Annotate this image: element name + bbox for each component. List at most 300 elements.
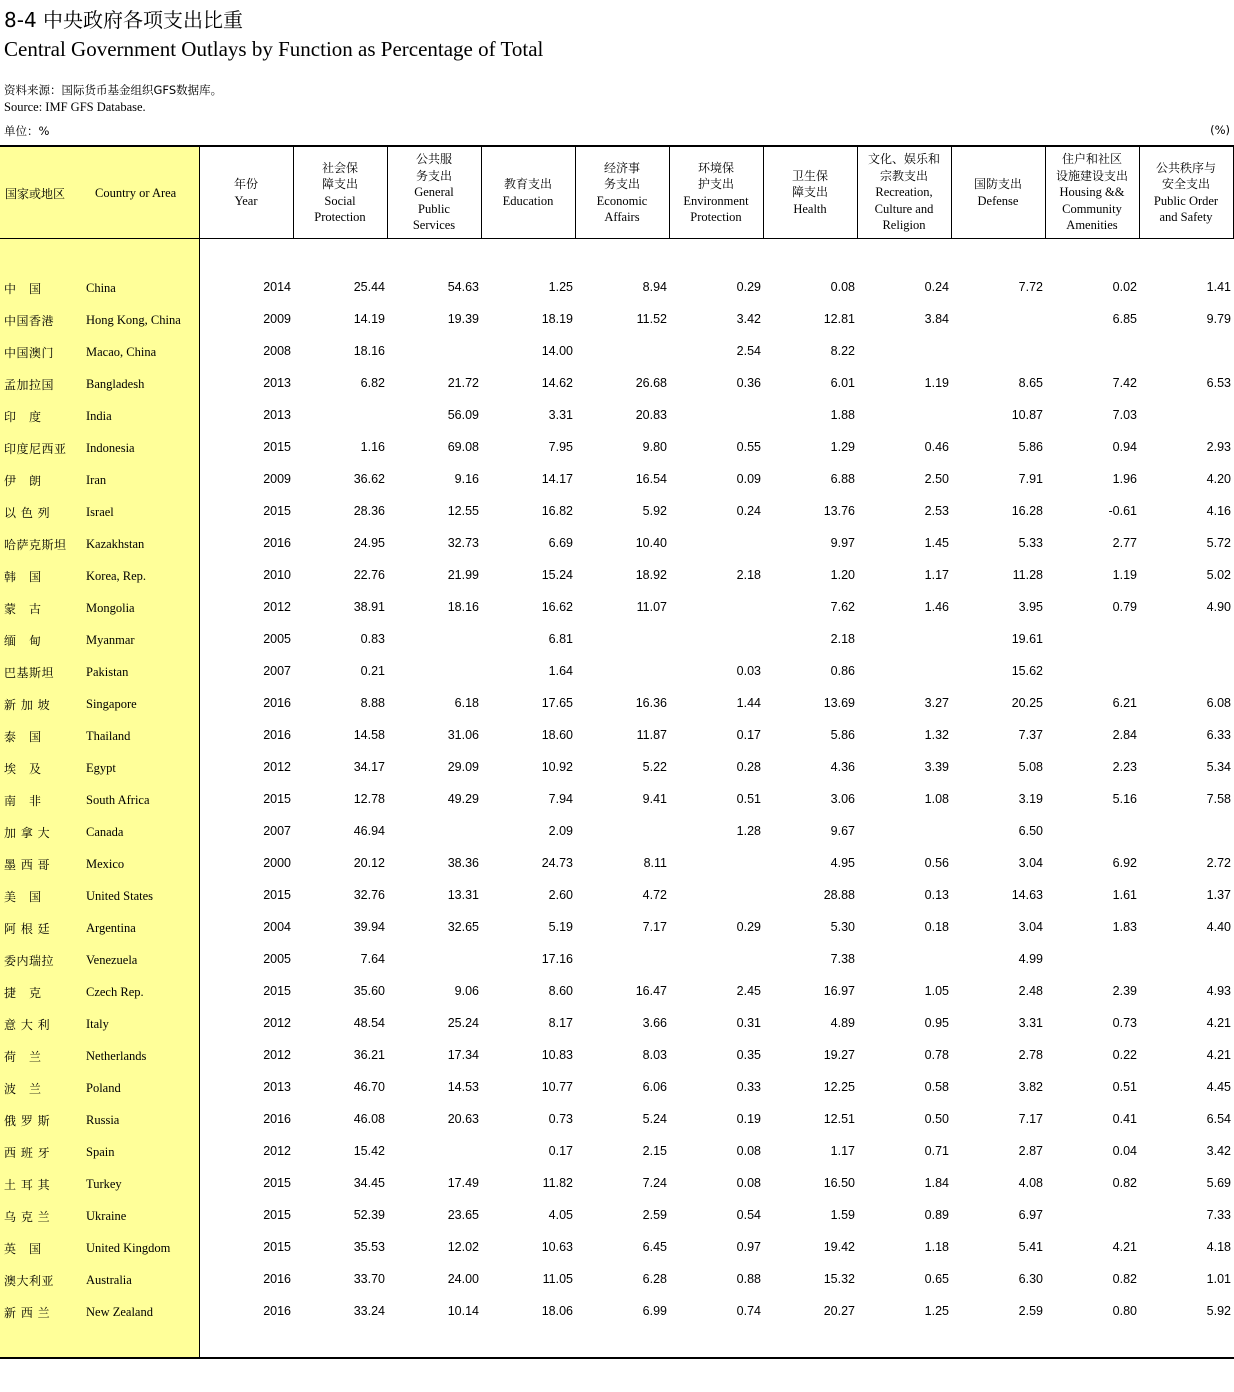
table-bottom-rule (0, 1357, 1234, 1359)
cell-education: 7.95 (548, 440, 573, 454)
header-education-en-line: Education (502, 193, 554, 208)
cell-culture: 0.18 (924, 920, 949, 934)
cell-culture: 1.19 (924, 376, 949, 390)
country-name-chinese: 中国香港 (4, 314, 55, 328)
cell-housing: 7.03 (1112, 408, 1137, 422)
cell-economic: 9.41 (642, 792, 667, 806)
header-order-en-line: Public Order (1153, 193, 1219, 208)
cell-year: 2012 (263, 600, 291, 614)
cell-defense: 2.59 (1018, 1304, 1043, 1318)
cell-education: 11.82 (542, 1176, 573, 1190)
country-name-chinese: 澳大利亚 (4, 1274, 55, 1288)
country-name-english: Israel (86, 505, 114, 519)
cell-environment: 0.08 (736, 1176, 761, 1190)
cell-education: 10.77 (541, 1080, 573, 1094)
cell-defense: 3.04 (1018, 856, 1043, 870)
cell-social: 38.91 (353, 600, 385, 614)
cell-culture: 0.13 (924, 888, 949, 902)
table-row (0, 1239, 1234, 1271)
header-country-english: Country or Area (95, 186, 177, 200)
table-row (0, 375, 1234, 407)
cell-housing: 1.61 (1112, 888, 1137, 902)
cell-defense: 6.97 (1018, 1208, 1043, 1222)
cell-economic: 16.47 (635, 984, 667, 998)
cell-health: 5.86 (830, 728, 855, 742)
cell-defense: 16.28 (1011, 504, 1043, 518)
cell-culture: 0.65 (924, 1272, 949, 1286)
cell-social: 33.24 (353, 1304, 385, 1318)
cell-culture: 0.24 (924, 280, 949, 294)
cell-year: 2016 (263, 728, 291, 742)
cell-defense: 5.86 (1018, 440, 1043, 454)
cell-housing: 0.04 (1112, 1144, 1137, 1158)
country-name-chinese: 新 加 坡 (4, 698, 51, 712)
cell-social: 24.95 (353, 536, 385, 550)
cell-order: 4.21 (1206, 1048, 1231, 1062)
cell-health: 19.42 (823, 1240, 855, 1254)
header-housing-en-line: Housing && (1059, 185, 1125, 200)
cell-year: 2008 (263, 344, 291, 358)
cell-health: 1.17 (830, 1144, 855, 1158)
table-top-rule (0, 145, 1234, 147)
cell-environment: 1.44 (736, 696, 761, 710)
cell-environment: 0.29 (736, 920, 761, 934)
cell-general: 54.63 (447, 280, 479, 294)
cell-defense: 6.50 (1018, 824, 1043, 838)
cell-general: 9.16 (454, 472, 479, 486)
cell-defense: 5.33 (1018, 536, 1043, 550)
cell-housing: 0.02 (1112, 280, 1137, 294)
cell-order: 2.93 (1206, 440, 1231, 454)
cell-year: 2015 (263, 504, 291, 518)
cell-year: 2007 (263, 824, 291, 838)
cell-defense: 5.08 (1018, 760, 1043, 774)
cell-year: 2014 (263, 280, 291, 294)
cell-social: 36.21 (353, 1048, 385, 1062)
cell-year: 2012 (263, 1048, 291, 1062)
cell-culture: 0.95 (924, 1016, 949, 1030)
cell-defense: 3.95 (1018, 600, 1043, 614)
cell-order: 7.33 (1206, 1208, 1231, 1222)
cell-year: 2009 (263, 472, 291, 486)
table-row (0, 823, 1234, 855)
cell-economic: 6.06 (642, 1080, 667, 1094)
cell-health: 16.50 (823, 1176, 855, 1190)
cell-social: 32.76 (353, 888, 385, 902)
cell-education: 1.25 (548, 280, 573, 294)
cell-defense: 2.78 (1018, 1048, 1043, 1062)
cell-social: 48.54 (353, 1016, 385, 1030)
header-culture-cn-line: 文化、娱乐和 (867, 152, 940, 167)
cell-environment: 0.54 (736, 1208, 761, 1222)
country-name-chinese: 韩 国 (4, 570, 42, 584)
cell-education: 14.17 (541, 472, 573, 486)
cell-year: 2013 (263, 1080, 291, 1094)
country-name-english: Spain (86, 1145, 115, 1159)
header-culture-en-line: Culture and (874, 201, 934, 216)
cell-housing: -0.61 (1108, 504, 1137, 518)
cell-social: 7.64 (360, 952, 385, 966)
country-name-chinese: 美 国 (4, 890, 42, 904)
country-name-english: United Kingdom (86, 1241, 171, 1255)
cell-environment: 0.35 (736, 1048, 761, 1062)
cell-order: 6.54 (1206, 1112, 1231, 1126)
country-name-chinese: 委内瑞拉 (4, 954, 55, 968)
cell-defense: 5.41 (1018, 1240, 1043, 1254)
cell-year: 2007 (263, 664, 291, 678)
country-name-chinese: 土 耳 其 (4, 1178, 51, 1192)
cell-education: 10.92 (541, 760, 573, 774)
cell-year: 2016 (263, 1112, 291, 1126)
cell-defense: 19.61 (1011, 632, 1043, 646)
cell-general: 23.65 (447, 1208, 479, 1222)
cell-social: 14.19 (353, 312, 385, 326)
country-name-chinese: 泰 国 (4, 730, 42, 744)
table-row (0, 471, 1234, 503)
country-name-english: Mexico (86, 857, 125, 871)
header-general (387, 147, 481, 238)
cell-order: 4.20 (1206, 472, 1231, 486)
cell-education: 0.17 (548, 1144, 573, 1158)
cell-environment: 0.31 (736, 1016, 761, 1030)
table-row (0, 1079, 1234, 1111)
cell-general: 13.31 (447, 888, 479, 902)
header-year-en-line: Year (234, 193, 258, 208)
cell-general: 21.72 (447, 376, 479, 390)
cell-general: 14.53 (447, 1080, 479, 1094)
cell-environment: 0.28 (736, 760, 761, 774)
cell-year: 2005 (263, 632, 291, 646)
cell-health: 0.86 (830, 664, 855, 678)
cell-environment: 0.24 (736, 504, 761, 518)
cell-social: 28.36 (353, 504, 385, 518)
country-name-english: Czech Rep. (86, 985, 144, 999)
cell-year: 2016 (263, 696, 291, 710)
cell-housing: 0.82 (1112, 1176, 1137, 1190)
cell-social: 14.58 (353, 728, 385, 742)
cell-order: 2.72 (1206, 856, 1231, 870)
cell-education: 17.16 (541, 952, 573, 966)
cell-general: 32.65 (447, 920, 479, 934)
cell-defense: 3.31 (1018, 1016, 1043, 1030)
cell-general: 24.00 (447, 1272, 479, 1286)
header-environment-en-line: Environment (683, 193, 749, 208)
cell-culture: 2.53 (924, 504, 949, 518)
cell-culture: 0.89 (924, 1208, 949, 1222)
cell-year: 2015 (263, 440, 291, 454)
country-name-chinese: 俄 罗 斯 (4, 1114, 51, 1128)
cell-education: 1.64 (548, 664, 573, 678)
page-title-chinese: 8-4 中央政府各项支出比重 (4, 8, 244, 32)
table-row (0, 631, 1234, 663)
cell-education: 14.00 (541, 344, 573, 358)
header-health-cn-line: 卫生保 (791, 168, 828, 183)
header-order-en-line: and Safety (1159, 210, 1213, 224)
header-culture (857, 147, 951, 238)
cell-health: 8.22 (830, 344, 855, 358)
header-general-en-line: Public (418, 201, 450, 216)
cell-education: 17.65 (541, 696, 573, 710)
header-economic-en-line: Affairs (604, 210, 640, 224)
cell-defense: 3.04 (1018, 920, 1043, 934)
cell-order: 6.33 (1206, 728, 1231, 742)
cell-year: 2016 (263, 536, 291, 550)
cell-social: 22.76 (353, 568, 385, 582)
cell-housing: 6.85 (1112, 312, 1137, 326)
cell-health: 1.20 (830, 568, 855, 582)
cell-year: 2013 (263, 376, 291, 390)
cell-year: 2004 (263, 920, 291, 934)
cell-order: 4.16 (1206, 504, 1231, 518)
table-row (0, 1015, 1234, 1047)
cell-economic: 7.24 (642, 1176, 667, 1190)
header-culture-cn-line: 宗教支出 (879, 168, 928, 183)
cell-general: 29.09 (447, 760, 479, 774)
cell-social: 39.94 (353, 920, 385, 934)
cell-order: 4.93 (1206, 984, 1231, 998)
table-row (0, 1271, 1234, 1303)
table-row (0, 343, 1234, 375)
country-name-chinese: 伊 朗 (4, 474, 42, 488)
country-name-chinese: 加 拿 大 (4, 826, 51, 840)
table-row (0, 695, 1234, 727)
cell-economic: 16.54 (635, 472, 667, 486)
cell-culture: 1.25 (924, 1304, 949, 1318)
cell-economic: 9.80 (642, 440, 667, 454)
cell-general: 17.49 (447, 1176, 479, 1190)
table-row (0, 919, 1234, 951)
cell-economic: 6.28 (642, 1272, 667, 1286)
country-name-chinese: 新 西 兰 (4, 1306, 51, 1320)
cell-culture: 1.45 (924, 536, 949, 550)
cell-economic: 11.07 (636, 600, 667, 614)
cell-health: 1.29 (830, 440, 855, 454)
country-name-chinese: 墨 西 哥 (4, 858, 51, 872)
cell-social: 36.62 (353, 472, 385, 486)
cell-defense: 20.25 (1011, 696, 1043, 710)
cell-health: 12.51 (823, 1112, 855, 1126)
cell-housing: 6.21 (1112, 696, 1137, 710)
country-name-english: Myanmar (86, 633, 135, 647)
table-row (0, 1207, 1234, 1239)
header-environment-cn-line: 环境保 (697, 160, 734, 175)
table-row (0, 759, 1234, 791)
cell-health: 1.88 (830, 408, 855, 422)
cell-culture: 1.08 (924, 792, 949, 806)
cell-economic: 20.83 (635, 408, 667, 422)
cell-education: 10.63 (541, 1240, 573, 1254)
country-name-english: Thailand (86, 729, 131, 743)
cell-order: 4.18 (1206, 1240, 1231, 1254)
cell-health: 9.67 (830, 824, 855, 838)
cell-year: 2015 (263, 984, 291, 998)
country-name-english: Kazakhstan (86, 537, 145, 551)
cell-health: 28.88 (823, 888, 855, 902)
cell-social: 1.16 (360, 440, 385, 454)
table-row (0, 439, 1234, 471)
country-name-chinese: 中国澳门 (4, 346, 55, 360)
cell-culture: 0.78 (924, 1048, 949, 1062)
cell-year: 2010 (263, 568, 291, 582)
cell-year: 2000 (263, 856, 291, 870)
country-name-english: Hong Kong, China (86, 313, 181, 327)
cell-social: 25.44 (353, 280, 385, 294)
table-row (0, 1143, 1234, 1175)
cell-culture: 0.46 (924, 440, 949, 454)
cell-order: 4.40 (1206, 920, 1231, 934)
table-row (0, 663, 1234, 695)
cell-health: 16.97 (823, 984, 855, 998)
country-name-english: Venezuela (86, 953, 138, 967)
header-order (1139, 147, 1233, 238)
cell-environment: 0.97 (736, 1240, 761, 1254)
header-health-cn-line: 障支出 (791, 185, 828, 200)
country-name-english: United States (86, 889, 154, 903)
cell-education: 18.06 (541, 1304, 573, 1318)
cell-housing: 2.77 (1112, 536, 1137, 550)
table-row (0, 983, 1234, 1015)
header-social-en-line: Social (324, 193, 356, 208)
cell-housing: 1.96 (1112, 472, 1137, 486)
cell-order: 5.72 (1206, 536, 1231, 550)
table-row (0, 855, 1234, 887)
cell-culture: 1.32 (924, 728, 949, 742)
country-name-english: Singapore (86, 697, 137, 711)
cell-health: 4.95 (830, 856, 855, 870)
cell-housing: 2.23 (1112, 760, 1137, 774)
country-name-chinese: 巴基斯坦 (4, 666, 55, 680)
cell-social: 12.78 (353, 792, 385, 806)
cell-environment: 2.54 (736, 344, 761, 358)
cell-year: 2012 (263, 760, 291, 774)
cell-education: 14.62 (541, 376, 573, 390)
header-economic-en-line: Economic (596, 193, 648, 208)
country-name-english: Korea, Rep. (86, 569, 147, 583)
cell-social: 18.16 (353, 344, 385, 358)
cell-education: 15.24 (541, 568, 573, 582)
cell-culture: 0.56 (924, 856, 949, 870)
country-name-chinese: 阿 根 廷 (4, 922, 51, 936)
cell-education: 8.60 (548, 984, 573, 998)
header-housing-cn-line: 设施建设支出 (1055, 168, 1128, 183)
cell-education: 2.60 (548, 888, 573, 902)
cell-social: 35.60 (353, 984, 385, 998)
cell-culture: 3.27 (924, 696, 949, 710)
cell-housing: 2.84 (1112, 728, 1137, 742)
country-name-english: Indonesia (86, 441, 135, 455)
cell-social: 46.08 (353, 1112, 385, 1126)
cell-education: 3.31 (548, 408, 573, 422)
country-name-english: Ukraine (86, 1209, 127, 1223)
cell-education: 10.83 (541, 1048, 573, 1062)
cell-culture: 1.05 (924, 984, 949, 998)
cell-order: 1.01 (1206, 1272, 1231, 1286)
cell-economic: 8.94 (642, 280, 667, 294)
cell-general: 9.06 (454, 984, 479, 998)
cell-health: 13.69 (823, 696, 855, 710)
cell-economic: 16.36 (635, 696, 667, 710)
cell-culture: 0.50 (924, 1112, 949, 1126)
table-row (0, 311, 1234, 343)
cell-order: 6.08 (1206, 696, 1231, 710)
cell-economic: 4.72 (642, 888, 667, 902)
cell-environment: 3.42 (736, 312, 761, 326)
cell-economic: 3.66 (642, 1016, 667, 1030)
country-name-english: Egypt (86, 761, 116, 775)
cell-order: 7.58 (1206, 792, 1231, 806)
source-note-chinese: 资料来源：国际货币基金组织GFS数据库。 (4, 83, 223, 97)
header-general-en-line: Services (412, 218, 456, 233)
cell-environment: 0.09 (736, 472, 761, 486)
header-culture-en-line: Religion (882, 218, 926, 233)
cell-general: 19.39 (447, 312, 479, 326)
cell-general: 49.29 (447, 792, 479, 806)
header-defense (951, 147, 1045, 238)
country-name-english: Russia (86, 1113, 120, 1127)
header-general-cn-line: 务支出 (415, 168, 452, 183)
country-name-english: Mongolia (86, 601, 135, 615)
cell-health: 12.81 (823, 312, 855, 326)
cell-economic: 10.40 (635, 536, 667, 550)
cell-health: 2.18 (830, 632, 855, 646)
country-name-chinese: 波 兰 (4, 1082, 42, 1096)
header-general-en-line: General (414, 185, 454, 200)
cell-economic: 2.15 (642, 1144, 667, 1158)
cell-order: 3.42 (1206, 1144, 1231, 1158)
cell-culture: 2.50 (924, 472, 949, 486)
header-environment-en-line: Protection (690, 210, 742, 224)
cell-environment: 0.74 (736, 1304, 761, 1318)
cell-environment: 0.88 (736, 1272, 761, 1286)
header-housing-en-line: Community (1062, 201, 1122, 216)
country-name-chinese: 捷 克 (4, 986, 42, 1000)
country-name-chinese: 中 国 (4, 282, 42, 296)
header-social-en-line: Protection (314, 210, 366, 224)
cell-year: 2012 (263, 1016, 291, 1030)
header-health-en-line: Health (793, 201, 827, 216)
cell-social: 33.70 (353, 1272, 385, 1286)
cell-order: 5.02 (1206, 568, 1231, 582)
cell-defense: 7.37 (1018, 728, 1043, 742)
header-housing-cn-line: 住户和社区 (1061, 152, 1122, 167)
cell-education: 4.05 (548, 1208, 573, 1222)
cell-health: 1.59 (830, 1208, 855, 1222)
header-defense-en-line: Defense (977, 193, 1019, 208)
cell-environment: 0.29 (736, 280, 761, 294)
cell-education: 24.73 (541, 856, 573, 870)
cell-housing: 0.80 (1112, 1304, 1137, 1318)
cell-order: 5.69 (1206, 1176, 1231, 1190)
cell-defense: 7.91 (1018, 472, 1043, 486)
cell-general: 31.06 (447, 728, 479, 742)
table-row (0, 503, 1234, 535)
cell-health: 7.38 (830, 952, 855, 966)
cell-general: 21.99 (447, 568, 479, 582)
cell-defense: 8.65 (1018, 376, 1043, 390)
cell-environment: 0.36 (736, 376, 761, 390)
cell-housing: 0.79 (1112, 600, 1137, 614)
cell-social: 34.45 (353, 1176, 385, 1190)
cell-education: 5.19 (548, 920, 573, 934)
cell-social: 15.42 (353, 1144, 385, 1158)
cell-social: 35.53 (353, 1240, 385, 1254)
country-name-english: South Africa (86, 793, 150, 807)
country-name-english: Macao, China (86, 345, 157, 359)
cell-housing: 0.73 (1112, 1016, 1137, 1030)
cell-economic: 7.17 (642, 920, 667, 934)
cell-year: 2013 (263, 408, 291, 422)
header-order-cn-line: 公共秩序与 (1155, 160, 1216, 175)
